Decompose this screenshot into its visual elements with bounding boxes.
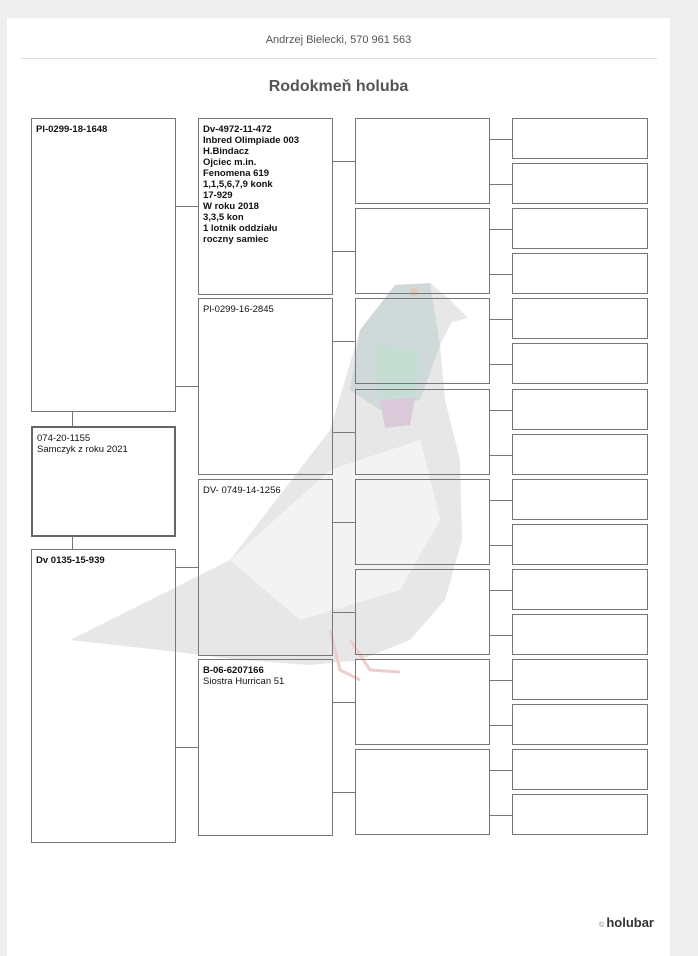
ancestor-box	[512, 479, 648, 520]
dam-box	[31, 549, 176, 843]
grandparent-1-line: 1 lotnik oddziału	[203, 223, 278, 234]
grandparent-1-line: Ojciec m.in.	[203, 157, 257, 168]
ancestor-box	[512, 659, 648, 700]
grandparent-1-line: 3,3,5 kon	[203, 212, 244, 223]
connector-line	[490, 319, 512, 320]
grandparent-1-line: roczny samiec	[203, 234, 269, 245]
connector-line	[490, 770, 512, 771]
grandparent-2-ring: Pl-0299-16-2845	[203, 304, 274, 315]
connector-line	[333, 251, 355, 252]
connector-line	[490, 815, 512, 816]
owner-contact: Andrzej Bielecki, 570 961 563	[265, 34, 412, 46]
connector-line	[490, 590, 512, 591]
connector-line	[333, 432, 355, 433]
connector-line	[490, 229, 512, 230]
dam-ring: Dv 0135-15-939	[36, 555, 105, 566]
header-divider	[21, 58, 657, 59]
great-grandparent-box	[355, 659, 490, 745]
ancestor-box	[512, 749, 648, 790]
connector-line	[490, 500, 512, 501]
connector-line	[333, 341, 355, 342]
great-grandparent-box	[355, 208, 490, 294]
connector-line	[333, 161, 355, 162]
connector-line	[490, 364, 512, 365]
ancestor-box	[512, 389, 648, 430]
connector-line	[490, 274, 512, 275]
ancestor-box	[512, 343, 648, 384]
connector-line	[490, 139, 512, 140]
ancestor-box	[512, 118, 648, 159]
page-title: Rodokmeň holuba	[268, 78, 409, 95]
sire-ring: Pl-0299-18-1648	[36, 124, 108, 135]
connector-line	[490, 635, 512, 636]
grandparent-box-4	[198, 659, 333, 836]
connector-line	[490, 725, 512, 726]
great-grandparent-box	[355, 479, 490, 565]
subject-ring: 074-20-1155	[37, 433, 91, 444]
connector-line	[333, 612, 355, 613]
ancestor-box	[512, 704, 648, 745]
grandparent-box-3	[198, 479, 333, 656]
ancestor-box	[512, 434, 648, 475]
grandparent-box-1	[198, 118, 333, 295]
ancestor-box	[512, 208, 648, 249]
great-grandparent-box	[355, 118, 490, 204]
connector-line	[176, 206, 198, 207]
grandparent-1-line: H.Bindacz	[203, 146, 249, 157]
connector-line	[490, 184, 512, 185]
ancestor-box	[512, 253, 648, 294]
grandparent-3-ring: DV- 0749-14-1256	[203, 485, 281, 496]
ancestor-box	[512, 163, 648, 204]
ancestor-box	[512, 794, 648, 835]
subject-box	[31, 426, 176, 537]
ancestor-box	[512, 298, 648, 339]
grandparent-1-line: W roku 2018	[203, 201, 259, 212]
grandparent-1-line: 17-929	[203, 190, 233, 201]
great-grandparent-box	[355, 298, 490, 384]
sire-box	[31, 118, 176, 412]
connector-line	[490, 680, 512, 681]
grandparent-box-2	[198, 298, 333, 475]
copyright-symbol: ©	[599, 922, 605, 929]
subject-note: Samczyk z roku 2021	[37, 444, 128, 455]
sire-connector	[72, 412, 73, 426]
great-grandparent-box	[355, 389, 490, 475]
grandparent-1-line: Dv-4972-11-472	[203, 124, 272, 135]
grandparent-1-line: Fenomena 619	[203, 168, 269, 179]
connector-line	[333, 792, 355, 793]
connector-line	[333, 522, 355, 523]
grandparent-1-line: Inbred Olimpiade 003	[203, 135, 300, 146]
holubar-logo	[599, 915, 654, 930]
brand-name: holubar	[606, 915, 654, 930]
dam-connector	[72, 537, 73, 549]
connector-line	[490, 455, 512, 456]
ancestor-box	[512, 524, 648, 565]
great-grandparent-box	[355, 749, 490, 835]
grandparent-1-line: 1,1,5,6,7,9 konk	[203, 179, 273, 190]
connector-line	[490, 410, 512, 411]
connector-line	[490, 545, 512, 546]
great-grandparent-box	[355, 569, 490, 655]
ancestor-box	[512, 569, 648, 610]
connector-line	[176, 386, 198, 387]
ancestor-box	[512, 614, 648, 655]
connector-line	[176, 747, 198, 748]
grandparent-4-ring: B-06-6207166	[203, 665, 264, 676]
connector-line	[176, 567, 198, 568]
connector-line	[333, 702, 355, 703]
grandparent-4-note: Siostra Hurrican 51	[203, 676, 285, 687]
